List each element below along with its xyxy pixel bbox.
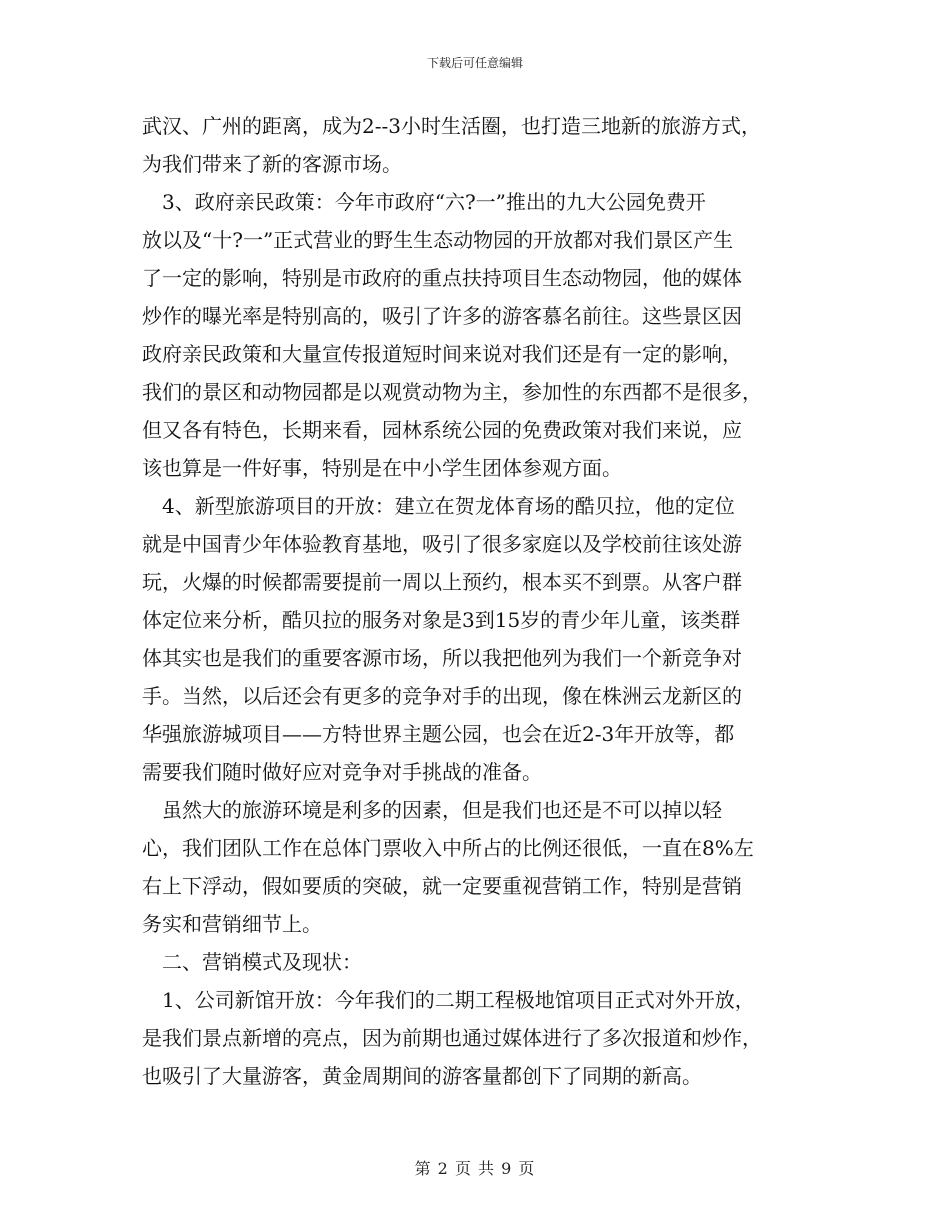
text-line: 玩，火爆的时候都需要提前一周以上预约，根本买不到票。从客户群	[142, 570, 742, 594]
text-line: 二、营销模式及现状：	[142, 950, 362, 974]
text-line: 虽然大的旅游环境是利多的因素，但是我们也还是不可以掉以轻	[142, 798, 722, 822]
text-line: 1、公司新馆开放：今年我们的二期工程极地馆项目正式对外开放，	[142, 988, 755, 1012]
text-line: 放以及“十?一”正式营业的野生生态动物园的开放都对我们景区产生	[142, 228, 734, 252]
text-line: 右上下浮动，假如要质的突破，就一定要重视营销工作，特别是营销	[142, 874, 742, 898]
text-line: 就是中国青少年体验教育基地，吸引了很多家庭以及学校前往该处游	[142, 532, 742, 556]
text-line: 是我们景点新增的亮点，因为前期也通过媒体进行了多次报道和炒作，	[142, 1026, 762, 1050]
page-header: 下载后可任意编辑	[426, 56, 523, 70]
text-line: 武汉、广州的距离，成为2--3小时生活圈，也打造三地新的旅游方式，	[142, 114, 761, 138]
text-line: 体定位来分析，酷贝拉的服务对象是3到15岁的青少年儿童，该类群	[142, 608, 741, 632]
text-line: 需要我们随时做好应对竞争对手挑战的准备。	[142, 760, 542, 784]
text-line: 4、新型旅游项目的开放：建立在贺龙体育场的酷贝拉，他的定位	[142, 494, 735, 518]
text-line: 华强旅游城项目——方特世界主题公园，也会在近2-3年开放等，都	[142, 722, 735, 746]
text-line: 了一定的影响，特别是市政府的重点扶持项目生态动物园，他的媒体	[142, 266, 742, 290]
text-line: 我们的景区和动物园都是以观赏动物为主，参加性的东西都不是很多，	[142, 380, 762, 404]
text-line: 心，我们团队工作在总体门票收入中所占的比例还很低，一直在8%左	[142, 836, 754, 860]
text-line: 为我们带来了新的客源市场。	[142, 152, 402, 176]
text-line: 政府亲民政策和大量宣传报道短时间来说对我们还是有一定的影响，	[142, 342, 742, 366]
text-line: 炒作的曝光率是特别高的，吸引了许多的游客慕名前往。这些景区因	[142, 304, 742, 328]
text-line: 3、政府亲民政策：今年市政府“六?一”推出的九大公园免费开	[142, 190, 706, 214]
text-line: 该也算是一件好事，特别是在中小学生团体参观方面。	[142, 456, 622, 480]
text-line: 也吸引了大量游客，黄金周期间的游客量都创下了同期的新高。	[142, 1064, 702, 1088]
text-line: 务实和营销细节上。	[142, 912, 322, 936]
page-footer: 第 2 页 共 9 页	[414, 1159, 536, 1178]
text-line: 但又各有特色，长期来看，园林系统公园的免费政策对我们来说，应	[142, 418, 742, 442]
text-line: 体其实也是我们的重要客源市场，所以我把他列为我们一个新竞争对	[142, 646, 742, 670]
text-line: 手。当然，以后还会有更多的竞争对手的出现，像在株洲云龙新区的	[142, 684, 742, 708]
